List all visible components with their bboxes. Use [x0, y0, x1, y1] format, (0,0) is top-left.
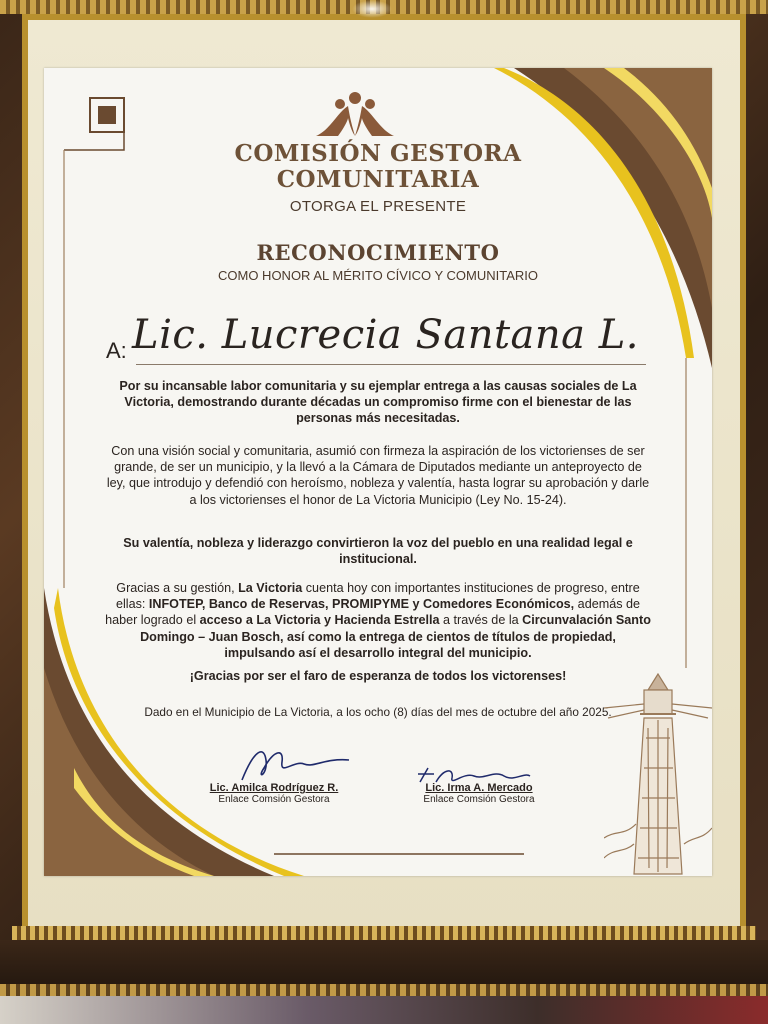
otorga-text: OTORGA EL PRESENTE — [289, 198, 467, 215]
name-underline — [136, 364, 646, 365]
recipient-name: Lic. Lucrecia Santana L. — [132, 312, 639, 358]
org-name-line1: COMISIÓN GESTORA — [234, 140, 522, 167]
signature-block-2 — [404, 782, 554, 805]
para4-text-2: cuenta hoy con importantes instituciones de progreso, entre ellas: — [115, 581, 640, 612]
para4-text-3: además de haber logrado el — [105, 597, 640, 628]
paragraph-1: Por su incansable labor comunitaria y su ejemplar entrega a las causas sociales de La Victoria, demostrando durante décadas un compromiso firme con el bienestar de las personas más necesitadas. — [119, 379, 637, 426]
lighthouse-illustration — [604, 668, 712, 876]
paragraph-3: Su valentía, nobleza y liderazgo convirtieron la voz del pueblo en una realidad legal e institucional. — [123, 536, 633, 567]
signatory-2-role: Enlace Comsión Gestora — [423, 794, 535, 805]
para4-bold-3: acceso a La Victoria y Hacienda Estrella — [199, 613, 440, 628]
light-reflection — [352, 0, 392, 18]
paragraph-2: Con una visión social y comunitaria, asumió con firmeza la aspiración de los victorienses de ser grande, de ser un municipio, y la llevó a la Cámara de Diputados mediante un anteproyecto de ley, que introdujo y defendió con heroísmo, nobleza y valentía, hasta lograr su aprobación y darle a los victorienses el honor de La Victoria Municipio (Ley No. 15-24). — [106, 444, 650, 507]
paragraph-4 — [104, 580, 652, 661]
floor-background — [0, 996, 768, 1024]
certificate-paper — [44, 68, 712, 876]
signatory-2-name: Lic. Irma A. Mercado — [425, 782, 533, 794]
paragraph-5: ¡Gracias por ser el faro de esperanza de todos los victorenses! — [189, 669, 567, 683]
signatory-1-name: Lic. Amilca Rodríguez R. — [209, 782, 339, 794]
certificate-title: RECONOCIMIENTO — [256, 240, 500, 265]
org-name-line2: COMUNITARIA — [276, 166, 480, 193]
certificate-subtitle: COMO HONOR AL MÉRITO CÍVICO Y COMUNITARIO — [218, 268, 538, 283]
para4-bold-1: La Victoria — [238, 581, 303, 595]
frame-bead — [12, 926, 756, 940]
organization-logo — [312, 90, 398, 140]
para4-bold-2: INFOTEP, Banco de Reservas, PROMIPYME y Comedores Económicos, — [148, 597, 575, 612]
para4-bold-4: Circunvalación Santo Domingo – Juan Bosch, así como la entrega de cientos de títulos de propiedad, impulsando así el desarrollo integral del municipio. — [140, 613, 651, 660]
recipient-prefix: A: — [106, 338, 127, 363]
para4-text-1: Gracias a su gestión, — [116, 581, 239, 595]
frame-bottom-bead — [0, 984, 768, 996]
signatory-1-role: Enlace Comsión Gestora — [218, 794, 330, 805]
date-line: Dado en el Municipio de La Victoria, a los ocho (8) días del mes de octubre del año 2025. — [144, 705, 612, 719]
para4-text-4: a través de la — [439, 613, 523, 628]
signature-block-1 — [194, 782, 354, 805]
